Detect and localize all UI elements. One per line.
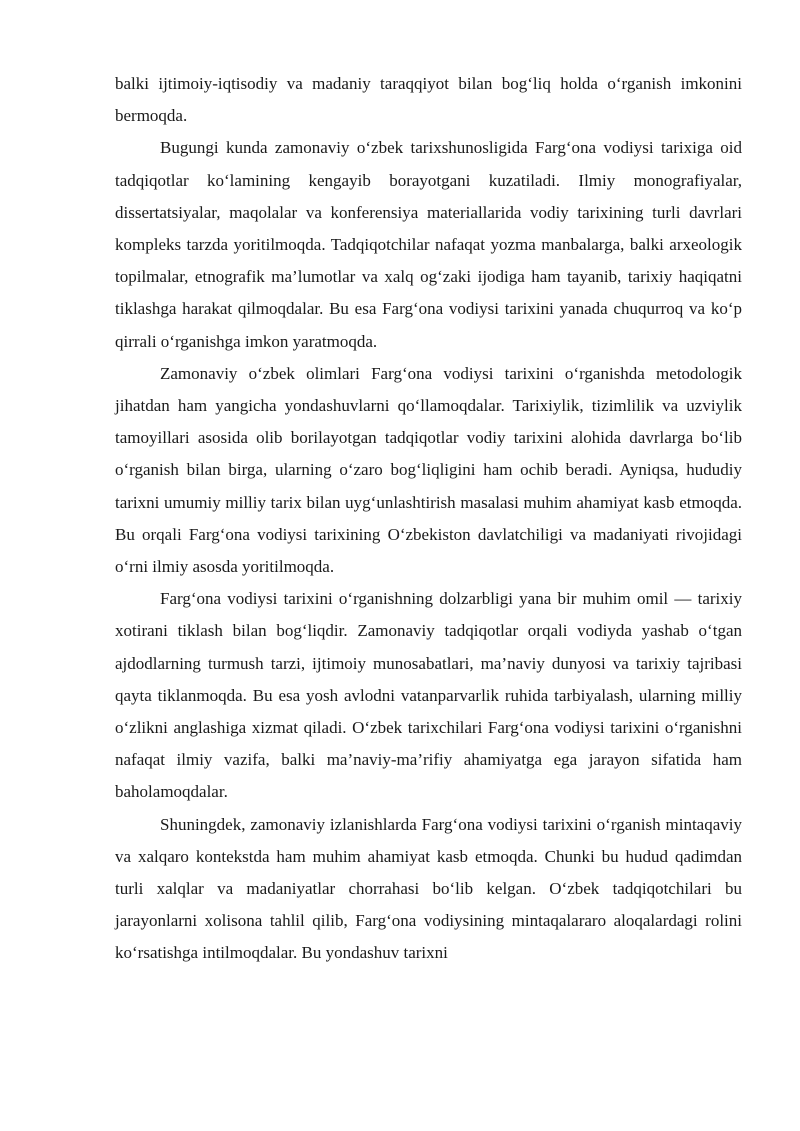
paragraph-continuation: balki ijtimoiy-iqtisodiy va madaniy taraqqiyot bilan bog‘liq holda o‘rganish imkonini bermoqda. [115,74,742,126]
document-page [115,68,742,970]
paragraph-methodology: Zamonaviy o‘zbek olimlari Farg‘ona vodiysi tarixini o‘rganishda metodologik jihatdan ham yangicha yondashuvlarni qo‘llamoqdalar. Tarixiylik, tizimlilik va uzviylik tamoyillari asosida olib borilayotgan tadqiqotlar vodiy tarixini alohida davrlarga bo‘lib o‘rganish bilan birga, ularning o‘zaro bog‘liqligini ham ochib beradi. Ayniqsa, hududiy tarixni umumiy milliy tarix bilan uyg‘unlashtirish masalasi muhim ahamiyat kasb etmoqda. Bu orqali Farg‘ona vodiysi tarixining O‘zbekiston davlatchiligi va madaniyati rivojidagi o‘rni ilmiy asosda yoritilmoqda. [115,363,742,577]
paragraph-regional-context: Shuningdek, zamonaviy izlanishlarda Farg‘ona vodiysi tarixini o‘rganish mintaqaviy va xalqaro kontekstda ham muhim ahamiyat kasb etmoqda. Chunki bu hudud qadimdan turli xalqlar va madaniyatlar chorrahasi bo‘lib kelgan. O‘zbek tadqiqotchilari bu jarayonlarni xolisona tahlil qilib, Farg‘ona vodiysining mintaqalararo aloqalardagi rolini ko‘rsatishga intilmoqdalar. Bu yondashuv tarixni [115,814,742,963]
paragraph-historiography: Bugungi kunda zamonaviy o‘zbek tarixshunosligida Farg‘ona vodiysi tarixiga oid tadqiqotlar ko‘lamining kengayib borayotgani kuzatiladi. Ilmiy monografiyalar, dissertatsiyalar, maqolalar va konferensiya materiallarida vodiy tarixining turli davrlari kompleks tarzda yoritilmoqda. Tadqiqotchilar nafaqat yozma manbalarga, balki arxeologik topilmalar, etnografik ma’lumotlar va xalq og‘zaki ijodiga ham tayanib, tarixiy haqiqatni tiklashga harakat qilmoqdalar. Bu esa Farg‘ona vodiysi tarixini yanada chuqurroq va ko‘p qirrali o‘rganishga imkon yaratmoqda. [115,138,742,351]
paragraph-historical-memory: Farg‘ona vodiysi tarixini o‘rganishning dolzarbligi yana bir muhim omil — tarixiy xotirani tiklash bilan bog‘liqdir. Zamonaviy tadqiqotlar orqali vodiyda yashab o‘tgan ajdodlarning turmush tarzi, ijtimoiy munosabatlari, ma’naviy dunyosi va tarixiy tajribasi qayta tiklanmoqda. Bu esa yosh avlodni vatanparvarlik ruhida tarbiyalash, ularning milliy o‘zlikni anglashiga xizmat qiladi. O‘zbek tarixchilari Farg‘ona vodiysi tarixini o‘rganishni nafaqat ilmiy vazifa, balki ma’naviy-ma’rifiy ahamiyatga ega jarayon sifatida ham baholamoqdalar. [115,589,742,802]
